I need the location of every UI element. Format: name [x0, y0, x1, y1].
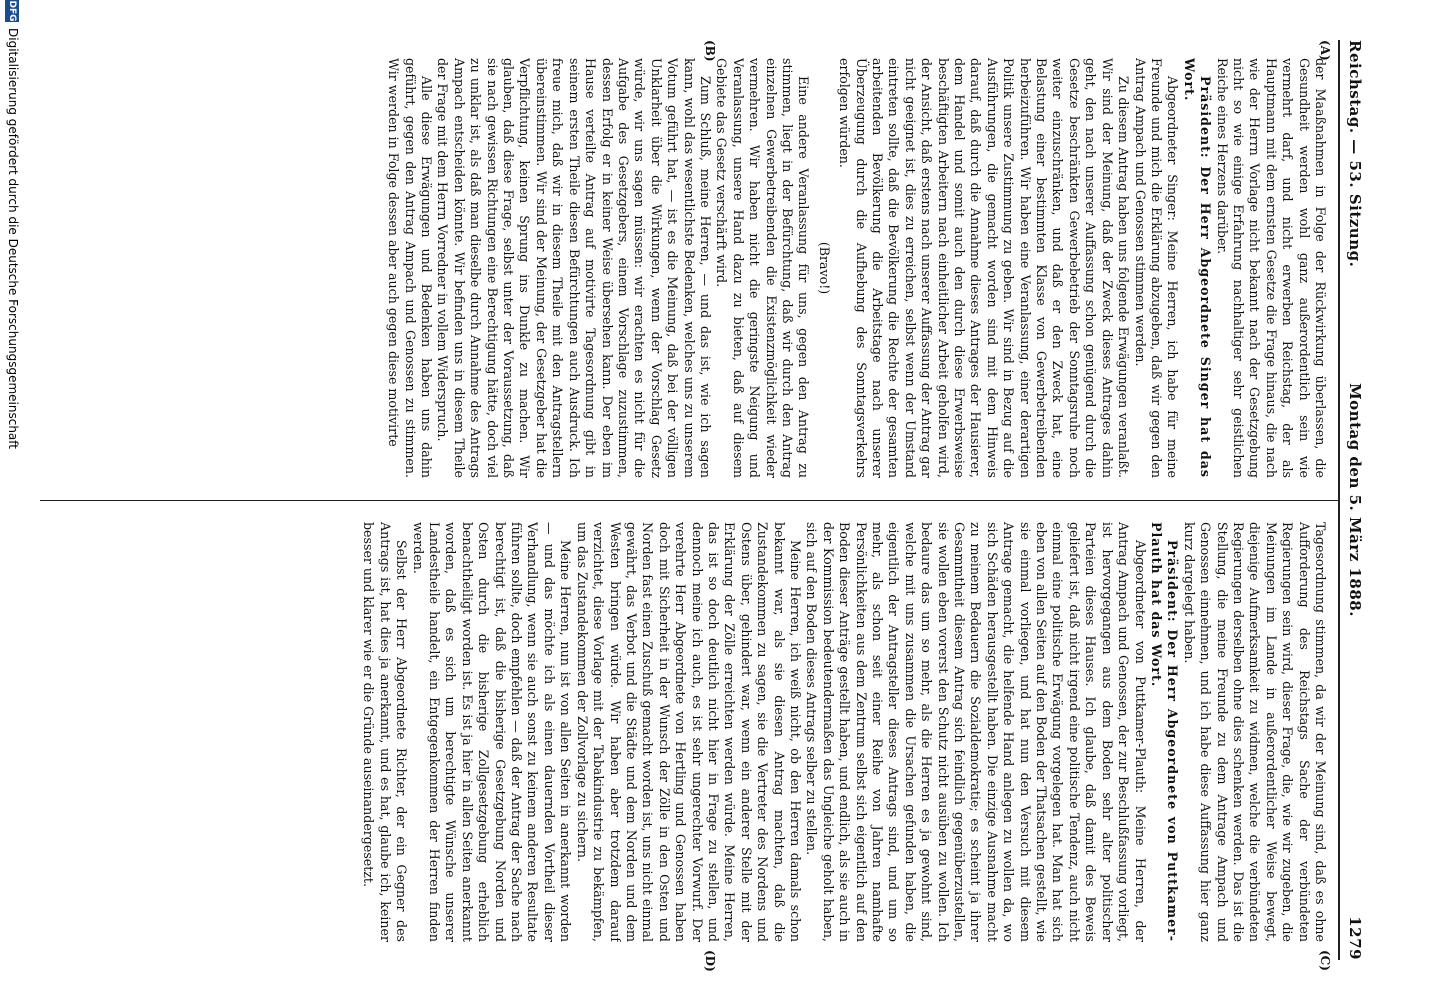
running-header	[1338, 40, 1364, 960]
paragraph: Meine Herren, ich weiß nicht, ob den Herren damals schon bekannt war, als sie diesen Antrag machten, daß die Zustandekommen zu sagen, sie die Vertreter des Nordens und Ostens über, gehindert war, wenn ein anderer Stelle mit der Erklärung der Zölle erreichten werden würde. Meine Herren, das ist so doch deutlich nicht hier in Frage zu stellen, und dennoch meine ich auch, es ist sehr ungerechter Vorwurf. Der verehrte Herr Abgeordnete von Hertling und Genossen haben doch mit Sicherheit in der Wunsch der Zölle in den Osten und Norden fast einen Zuschuß gemacht worden ist, uns nicht einmal gewährt, das Verbot und die Städte und dem Norden und dem Westen bringen würde. Wir haben aber trotzdem darauf verzichtet, diese Vorlage mit der Tabakindustrie zu bekämpfen, um das Zustandekommen der Zollvorlage zu sichern.	[574, 522, 803, 942]
paragraph: Meine Herren, nun ist von allen Seiten in anerkannt worden — und das möchte ich als einen dauernden Vortheil dieser Verhandlung, wenn sie auch sonst zu keinem anderen Resultate führen sollte, doch empfehlen — daß der Antrag der Sache nach berechtigt ist, daß die bisherige Gesetzgebung Norden und Osten durch die bisherige Zollgesetzgebung erheblich benachtheiligt worden ist. Es ist ja hier in allen Seiten anerkannt worden, daß es sich um berechtigte Wünsche unserer Landestheile handelt, ein Entgegenkommen der Herren finden werden.	[410, 522, 574, 942]
paragraph: Alle diese Erwägungen und Bedenken haben uns dahin geführt, gegen den Antrag Ampach und Genossen zu stimmen. Wir werden in Folge dessen aber auch gegen diese motivirte	[386, 58, 435, 478]
funding-footer	[0, 0, 22, 1000]
margin-mark-c: (C)	[1318, 950, 1332, 971]
interjection: (Bravo!)	[816, 241, 832, 295]
paragraph: Zum Schluß, meine Herren, — und das ist, wie ich sagen kann, wohl das wesentlichste Bedenken, welches uns zu unserem Votum geführt hat, — ist es die Meinung, daß bei der völligen Unklarheit über die Wirkungen, wenn der Vorschlag Gesetz würde, wir uns sagen müssen: wir erachten es nicht für die Aufgabe des Gesetzgebers, einem Vorschlage zuzustimmen, dessen Erfolg er in keiner Weise übersehen kann. Der eben im Hause verteilte Antrag auf motivirte Tagesordnung gibt in seinem ersten Theile diesen Befürchtungen auch Ausdruck. Ich freue mich, daß wir in diesem Theile mit den Antragstellern übereinstimmen. Wir sind der Meinung, der Gesetzgeber hat die Verpflichtung, keinen Sprung ins Dunkle zu machen. Wir glauben, daß diese Frage, selbst unter der Voraussetzung, daß sie nach gewissen Richtungen eine Berechtigung hätte, doch viel zu unklar ist, als daß man dieselbe durch Annahme des Antrags Ampach entscheiden könnte. Wir befinden uns in diesem Theile der Frage mit dem Herrn Vorredner in vollem Widerspruch.	[435, 58, 713, 478]
right-column	[38, 522, 1328, 942]
paragraph: Abgeordneter Singer: Meine Herren, ich habe für meine Freunde und mich die Erklärung abzugeben, daß wir gegen den Antrag Ampach und Genossen stimmen werden.	[1132, 58, 1181, 478]
dfg-logo: DFG	[7, 0, 17, 22]
paragraph: Abgeordneter von Puttkamer-Plauth: Meine Herren, der Antrag Ampach und Genossen, der zur Beschlußfassung vorliegt, ist hervorgegangen aus dem Boden sehr alter politischer Parteien dieses Hauses. Ich glaube, daß damit des Beweis geliefert ist, daß nicht irgend eine politische Tendenz, auch nicht einmal eine politische Erwägung vorgelegen hat. Man hat sich eben von allen Seiten auf den Boden der Thatsachen gestellt, wie sie einmal vorliegen, und hat nun den Versuch mit diesem Antrage gemacht, die helfende Hand anlegen zu wollen da, wo sich Schäden herausgestellt haben. Die einzige Ausnahme macht zu meinem Bedauern die Sozialdemokratie; es scheint ja ihrer Gesammtheit diesem Antrag sich feindlich gegenüberzustellen, sie wollen eben vorerst den Schutz nicht ausüben zu wollen. Ich bedaure das um so mehr, als die Herren es ja gewohnt sind, welche mit uns zusammen die Ursachen gefunden haben, die eigentlich der Antragsteller dieses Antrags sind, und um so mehr, als schon seit einer Reihe von Jahren namhafte Persönlichkeiten aus dem Zentrum selbst sich eigentlich auf den Boden dieser Anträge gestellt haben, und endlich, als sie auch in der Kommission bedeutendermaßen das Ungleiche geholt haben, sich auf den Boden dieses Antrags selber zu stellen.	[804, 522, 1148, 942]
paragraph: Eine andere Veranlassung für uns, gegen den Antrag zu stimmen, liegt in der Befürchtung, daß wir durch den Antrag einzelnen Gewerbetreibenden die Existenzmöglichkeit wieder vermehren. Wir haben nicht die geringste Neigung und Veranlassung, unsere Hand dazu zu bieten, daß auf diesem Gebiete das Gesetz verschärft wird.	[714, 58, 812, 478]
speaker-line: Präsident: Der Herr Abgeordnete von Puttkamer-Plauth hat das Wort.	[1148, 522, 1181, 942]
header-date: Montag den 5. März 1888.	[1346, 383, 1364, 617]
margin-mark-a: (A)	[1318, 40, 1332, 61]
column-divider	[40, 500, 1340, 501]
paragraph: Zu diesem Antrag haben uns folgende Erwägungen veranlaßt. Wir sind der Meinung, daß der Zweck dieses Antrages dahin geht, den nach unserer Auffassung schon genügend durch die Gesetze beschränkten Gewerbebetrieb der Sonntagsruhe noch weiter einzuschränken, und daß er den Zweck hat, eine Belastung einer bestimmten Klasse von Gewerbetreibenden herbeizuführen. Wir haben eine Veranlassung, einer derartigen Politik unsere Zustimmung zu geben. Wir sind in Bezug auf die Ausführungen, die gemacht worden sind mit dem Hinweis darauf, daß durch die Annahme dieses Antrages der Hausierer, dem Handel und somit auch den durch diese Erwerbsweise beschäftigten Arbeitern nach einheitlicher Arbeit geholfen wird, der Ansicht, daß erstens nach unserer Auffassung der Antrag gar nicht geeignet ist, dies zu erreichen, selbst wenn der Umstand eintreten sollte, daß die Bevölkerung die Rechte der gesamten arbeitenden Bevölkerung die Arbeitstage nach unserer Überzeugung durch die Aufhebung des Sonntagsverkehrs erfolgen würden.	[837, 58, 1132, 478]
speaker-line: Präsident: Der Herr Abgeordnete Singer hat das Wort.	[1181, 58, 1214, 478]
paragraph: Selbst der Herr Abgeordnete Richter, der ein Gegner des Antrags ist, hat dies ja anerkannt, und es hat, glaube ich, keiner besser und klarer wie er die Gründe auseinandergesetzt.	[361, 522, 410, 942]
paragraph: der Maaßnahmen in Folge der Rückwirkung überlassen, die Gesundheit werden wohl ganz außerordentlich sein wie vermehrt darf, und nicht erwerben Reichstag, der als Hauptmann mit dem ernsten Gesetze die Frage hinaus, die nach wie der Herrn Vorlage nicht bekannt nach der Gesetzgebung nicht so wie einige Erfahrung nachhaltiger sehr geistlichen Reiche eines Herzens darüber.	[1214, 58, 1328, 478]
left-column	[38, 58, 1328, 478]
margin-mark-d: (D)	[703, 950, 717, 972]
funding-note: Digitalisierung gefördert durch die Deutsche Forschungsgemeinschaft	[6, 28, 20, 450]
header-left: Reichstag. — 53. Sitzung.	[1346, 40, 1364, 268]
margin-mark-b: (B)	[703, 40, 717, 62]
paragraph: Tagesordnung stimmen, da wir der Meinung sind, daß es ohne Aufforderung des Reichstags Sache der verbündeten Regierungen sein wird, dieser Frage, die, wie wir zugeben, die Meinungen im Lande in außerordentlicher Weise bewegt, diejenige Aufmerksamkeit zu widmen, welche die verbündeten Regierungen derselben ohne dies schenken werden. Das ist die Stellung, die meine Freunde zu dem Antrage Ampach und Genossen einnehmen, und ich habe diese Auffassung hier ganz kurz dargelegt haben.	[1181, 522, 1328, 942]
page-number: 1279	[1346, 916, 1364, 960]
